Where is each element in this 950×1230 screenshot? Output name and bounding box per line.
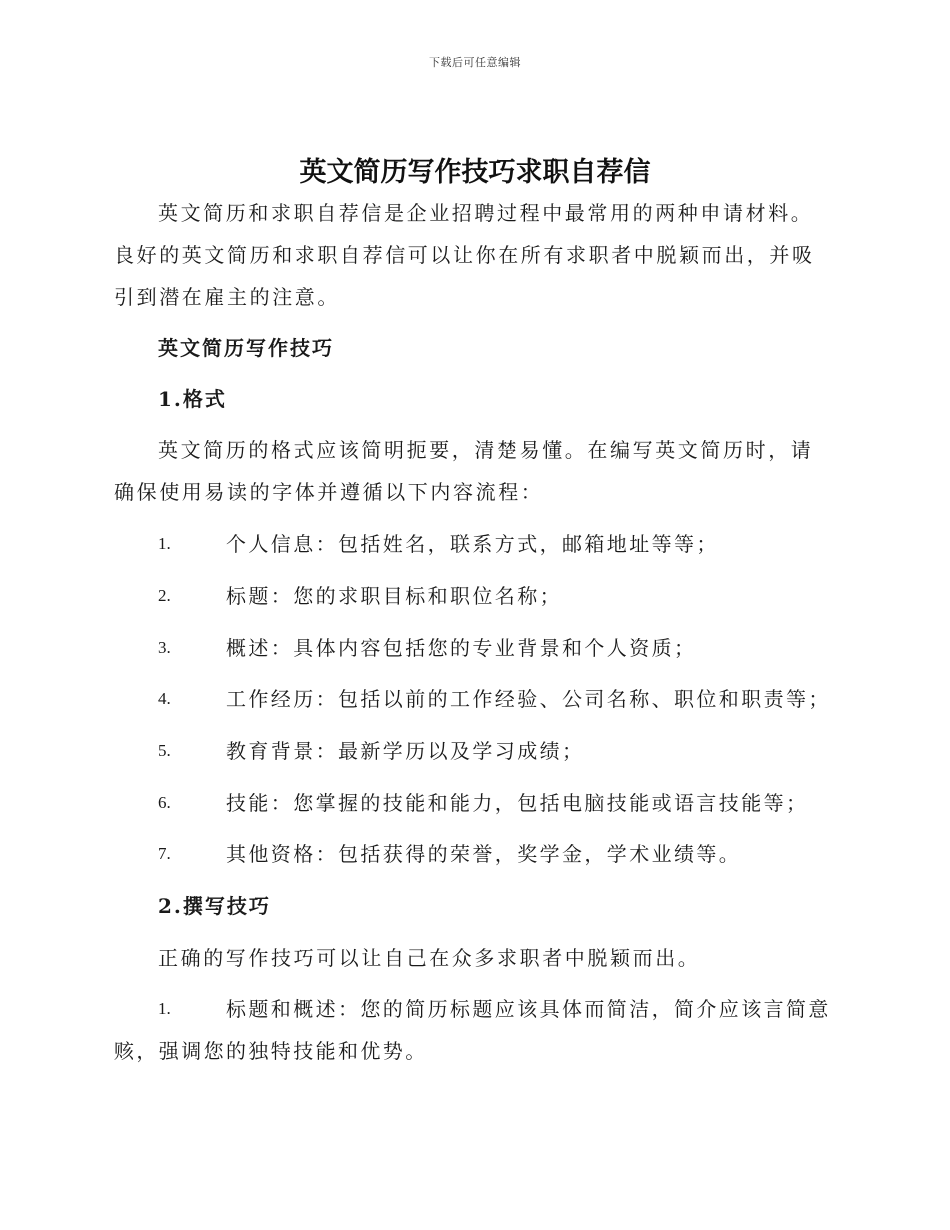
list-number: 6. bbox=[158, 793, 171, 812]
list-text: 标题和概述：您的简历标题应该具体而简洁，简介应该言简意赅，强调您的独特技能和优势。 bbox=[114, 997, 831, 1063]
format-list-item bbox=[114, 833, 834, 875]
section-heading-resume: 英文简历写作技巧 bbox=[158, 336, 334, 360]
format-paragraph: 英文简历的格式应该简明扼要，清楚易懂。在编写英文简历时，请确保使用易读的字体并遵循以下内容流程： bbox=[114, 438, 814, 504]
format-list-item bbox=[114, 627, 834, 669]
list-text: 技能：您掌握的技能和能力，包括电脑技能或语言技能等； bbox=[226, 791, 809, 815]
list-number: 2. bbox=[158, 586, 171, 605]
format-list-item bbox=[114, 730, 834, 772]
list-text: 个人信息：包括姓名，联系方式，邮箱地址等等； bbox=[226, 532, 719, 556]
list-number: 4. bbox=[158, 689, 171, 708]
list-number: 3. bbox=[158, 638, 171, 657]
format-list-item bbox=[114, 575, 834, 617]
document-title: 英文简历写作技巧求职自荐信 bbox=[299, 157, 651, 188]
intro-paragraph: 英文简历和求职自荐信是企业招聘过程中最常用的两种申请材料。良好的英文简历和求职自荐信可以让你在所有求职者中脱颖而出，并吸引到潜在雇主的注意。 bbox=[114, 201, 815, 309]
list-number: 1. bbox=[158, 534, 171, 553]
list-text: 工作经历：包括以前的工作经验、公司名称、职位和职责等； bbox=[226, 687, 831, 711]
writing-list-item bbox=[114, 988, 834, 1072]
list-number: 7. bbox=[158, 844, 171, 863]
list-number: 1. bbox=[158, 999, 171, 1018]
list-number: 5. bbox=[158, 741, 171, 760]
format-list-item bbox=[114, 678, 834, 720]
header-note: 下载后可任意编辑 bbox=[429, 56, 521, 69]
list-text: 教育背景：最新学历以及学习成绩； bbox=[226, 739, 585, 763]
subheading-format: 1.格式 bbox=[158, 387, 227, 411]
format-list-item bbox=[114, 523, 834, 565]
subheading-writing: 2.撰写技巧 bbox=[158, 894, 271, 918]
list-text: 标题：您的求职目标和职位名称； bbox=[226, 584, 562, 608]
list-text: 其他资格：包括获得的荣誉，奖学金，学术业绩等。 bbox=[226, 842, 742, 866]
format-list-item bbox=[114, 782, 834, 824]
list-text: 概述：具体内容包括您的专业背景和个人资质； bbox=[226, 636, 697, 660]
writing-paragraph: 正确的写作技巧可以让自己在众多求职者中脱颖而出。 bbox=[158, 946, 701, 970]
